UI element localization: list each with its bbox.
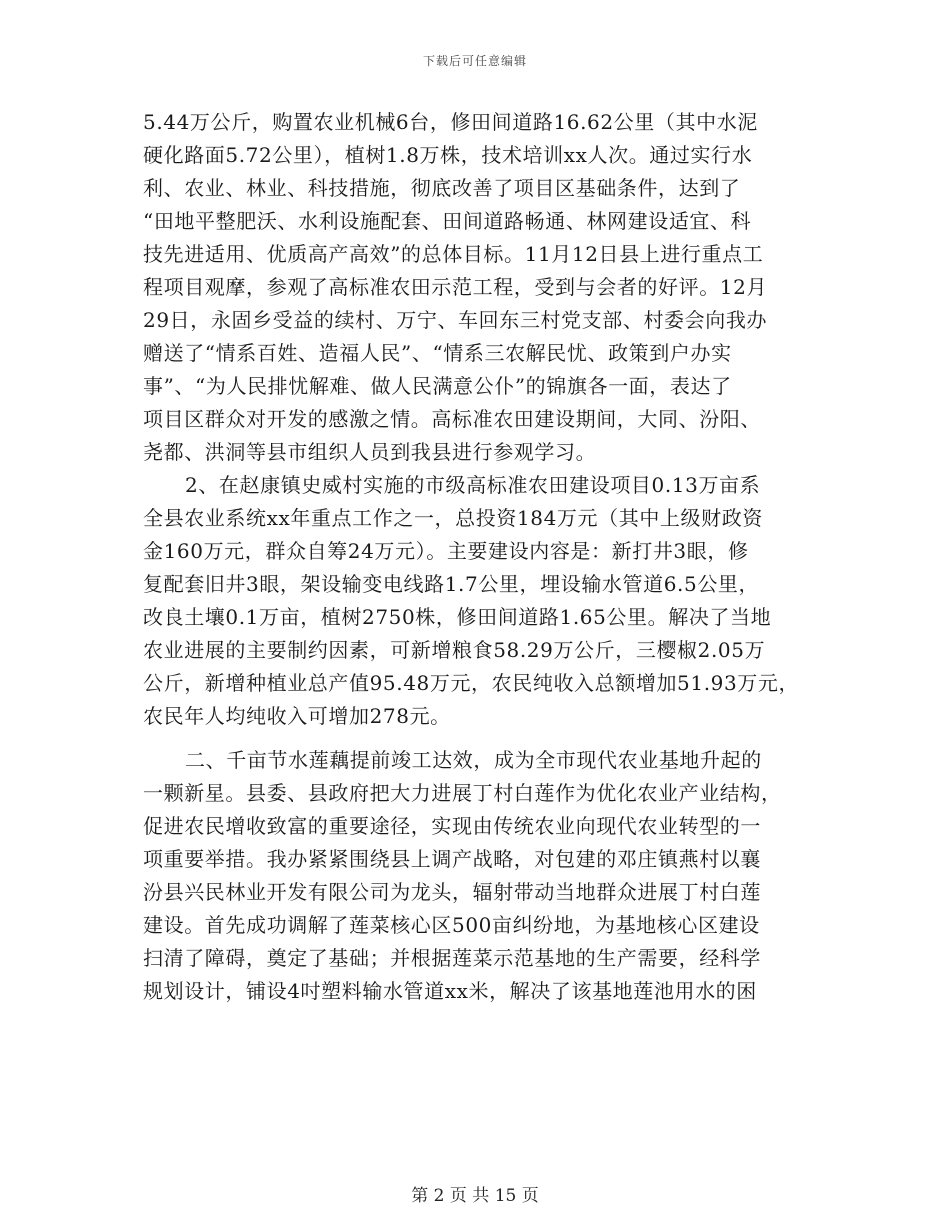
text-line: 扫清了障碍，奠定了基础；并根据莲菜示范基地的生产需要，经科学 bbox=[143, 946, 761, 970]
page-header: 下载后可任意编辑 bbox=[422, 54, 527, 68]
text-line: 项重要举措。我办紧紧围绕县上调产战略，对包建的邓庄镇燕村以襄 bbox=[143, 847, 761, 871]
paragraph-2 bbox=[143, 469, 823, 733]
text-line: 全县农业系统xx年重点工作之一，总投资184万元（其中上级财政资 bbox=[143, 506, 763, 530]
text-line: 赠送了“情系百姓、造福人民”、“情系三农解民忧、政策到户办实 bbox=[143, 341, 732, 365]
footer-middle: 页 共 bbox=[449, 1186, 490, 1206]
text-line: 公斤，新增种植业总产值95.48万元，农民纯收入总额增加51.93万元， bbox=[143, 671, 800, 695]
text-line: 项目区群众对开发的感激之情。高标准农田建设期间，大同、汾阳、 bbox=[143, 407, 761, 431]
text-line: “田地平整肥沃、水利设施配套、田间道路畅通、林网建设适宜、科 bbox=[143, 209, 752, 233]
document-body bbox=[143, 106, 823, 1008]
text-line: 建设。首先成功调解了莲菜核心区500亩纠纷地，为基地核心区建设 bbox=[143, 913, 760, 937]
text-line: 复配套旧井3眼，架设输变电线路1.7公里，埋设输水管道6.5公里， bbox=[143, 572, 760, 596]
text-line: 改良土壤0.1万亩，植树2750株，修田间道路1.65公里。解决了当地 bbox=[143, 605, 772, 629]
text-line: 硬化路面5.72公里），植树1.8万株，技术培训xx人次。通过实行水 bbox=[143, 143, 753, 167]
current-page-number: 2 bbox=[433, 1186, 445, 1206]
text-line: 规划设计，铺设4吋塑料输水管道xx米，解决了该基地莲池用水的困 bbox=[143, 979, 757, 1003]
text-line: 一颗新星。县委、县政府把大力进展丁村白莲作为优化农业产业结构， bbox=[143, 781, 782, 805]
text-line: 程项目观摩，参观了高标准农田示范工程，受到与会者的好评。12月 bbox=[143, 275, 768, 299]
paragraph-1 bbox=[143, 106, 823, 469]
text-line: 29日，永固乡受益的续村、万宁、车回东三村党支部、村委会向我办 bbox=[143, 308, 768, 332]
text-line: 利、农业、林业、科技措施，彻底改善了项目区基础条件，达到了 bbox=[143, 176, 741, 200]
text-line: 2、在赵康镇史威村实施的市级高标准农田建设项目0.13万亩系 bbox=[185, 473, 761, 497]
text-line: 尧都、洪洞等县市组织人员到我县进行参观学习。 bbox=[143, 440, 597, 464]
text-line: 农业进展的主要制约因素，可新增粮食58.29万公斤，三樱椒2.05万 bbox=[143, 638, 766, 662]
text-line: 金160万元，群众自筹24万元）。主要建设内容是：新打井3眼，修 bbox=[143, 539, 749, 563]
text-line: 二、千亩节水莲藕提前竣工达效，成为全市现代农业基地升起的 bbox=[185, 748, 762, 772]
footer-suffix: 页 bbox=[521, 1186, 539, 1206]
text-line: 汾县兴民林业开发有限公司为龙头，辐射带动当地群众进展丁村白莲 bbox=[143, 880, 761, 904]
text-line: 农民年人均纯收入可增加278元。 bbox=[143, 704, 451, 728]
text-line: 事”、“为人民排忧解难、做人民满意公仆”的锦旗各一面，表达了 bbox=[143, 374, 732, 398]
text-line: 促进农民增收致富的重要途径，实现由传统农业向现代农业转型的一 bbox=[143, 814, 761, 838]
page-footer bbox=[0, 1181, 950, 1206]
text-line: 技先进适用、优质高产高效”的总体目标。11月12日县上进行重点工 bbox=[143, 242, 764, 266]
total-pages-number: 15 bbox=[494, 1186, 517, 1206]
text-line: 5.44万公斤，购置农业机械6台，修田间道路16.62公里（其中水泥 bbox=[143, 110, 758, 134]
paragraph-3 bbox=[143, 744, 823, 1008]
footer-prefix: 第 bbox=[411, 1186, 429, 1206]
paragraph-spacer bbox=[143, 733, 823, 744]
